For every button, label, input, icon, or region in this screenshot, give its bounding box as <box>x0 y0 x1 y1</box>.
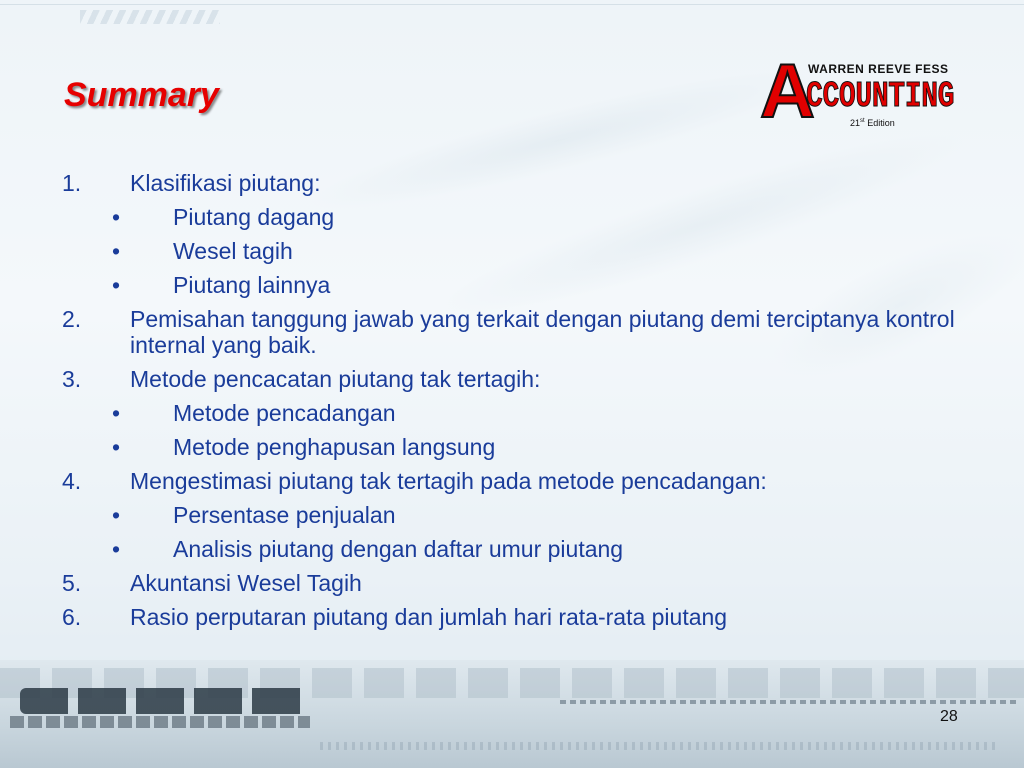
bullet: • <box>112 238 121 264</box>
list-subitem <box>62 400 962 426</box>
list-item-text: Metode pencacatan piutang tak tertagih: <box>130 366 541 392</box>
logo-word: CCOUNTING <box>806 76 955 117</box>
bullet: • <box>112 502 121 528</box>
list-subitem-text: Piutang dagang <box>173 204 335 230</box>
slide-title: Summary <box>64 76 219 114</box>
bullet: • <box>112 272 121 298</box>
list-subitem-text: Metode penghapusan langsung <box>173 434 496 460</box>
list-subitem <box>62 536 962 562</box>
list-item-text: Klasifikasi piutang: <box>130 170 321 196</box>
logo-big-letter: A <box>760 49 815 134</box>
list-number: 5. <box>62 570 82 596</box>
list-item <box>62 468 962 494</box>
list-number: 6. <box>62 604 82 630</box>
top-decorative-line <box>0 4 1024 5</box>
list-item-text: Pemisahan tanggung jawab yang terkait dengan piutang demi terciptanya kontrol internal yang baik. <box>130 306 955 358</box>
list-number: 4. <box>62 468 82 494</box>
list-subitem <box>62 204 962 230</box>
logo-edition <box>850 118 895 128</box>
page-number: 28 <box>940 708 958 725</box>
list-item <box>62 170 962 196</box>
bottom-decorative-graphic <box>20 688 310 714</box>
logo-edition-label: Edition <box>864 118 895 128</box>
list-item-text: Akuntansi Wesel Tagih <box>130 570 362 596</box>
top-decorative-stripes <box>80 10 220 24</box>
list-item <box>62 366 962 392</box>
logo-edition-suffix: st <box>860 118 865 124</box>
list-item-text: Mengestimasi piutang tak tertagih pada metode pencadangan: <box>130 468 767 494</box>
list-number: 3. <box>62 366 82 392</box>
list-subitem-text: Analisis piutang dengan daftar umur piutang <box>173 536 624 562</box>
list-subitem-text: Persentase penjualan <box>173 502 396 528</box>
list-subitem <box>62 238 962 264</box>
bullet: • <box>112 536 121 562</box>
list-item <box>62 306 962 358</box>
list-item-text: Rasio perputaran piutang dan jumlah hari rata-rata piutang <box>130 604 728 630</box>
bullet: • <box>112 400 121 426</box>
bottom-decorative-ticks <box>560 700 1020 704</box>
list-number: 1. <box>62 170 82 196</box>
list-subitem-text: Metode pencadangan <box>173 400 396 426</box>
list-subitem <box>62 272 962 298</box>
logo-authors: WARREN REEVE FESS <box>808 62 949 76</box>
list-subitem <box>62 502 962 528</box>
list-item <box>62 570 962 596</box>
list-number: 2. <box>62 306 82 332</box>
list-subitem-text: Wesel tagih <box>173 238 293 264</box>
summary-list <box>62 170 962 638</box>
bottom-decorative-graphic <box>10 716 310 728</box>
list-subitem <box>62 434 962 460</box>
accounting-logo <box>760 49 970 134</box>
logo-edition-number: 21 <box>850 118 861 128</box>
bullet: • <box>112 204 121 230</box>
list-item <box>62 604 962 630</box>
bottom-decorative-strip <box>320 742 1000 750</box>
list-subitem-text: Piutang lainnya <box>173 272 331 298</box>
bullet: • <box>112 434 121 460</box>
